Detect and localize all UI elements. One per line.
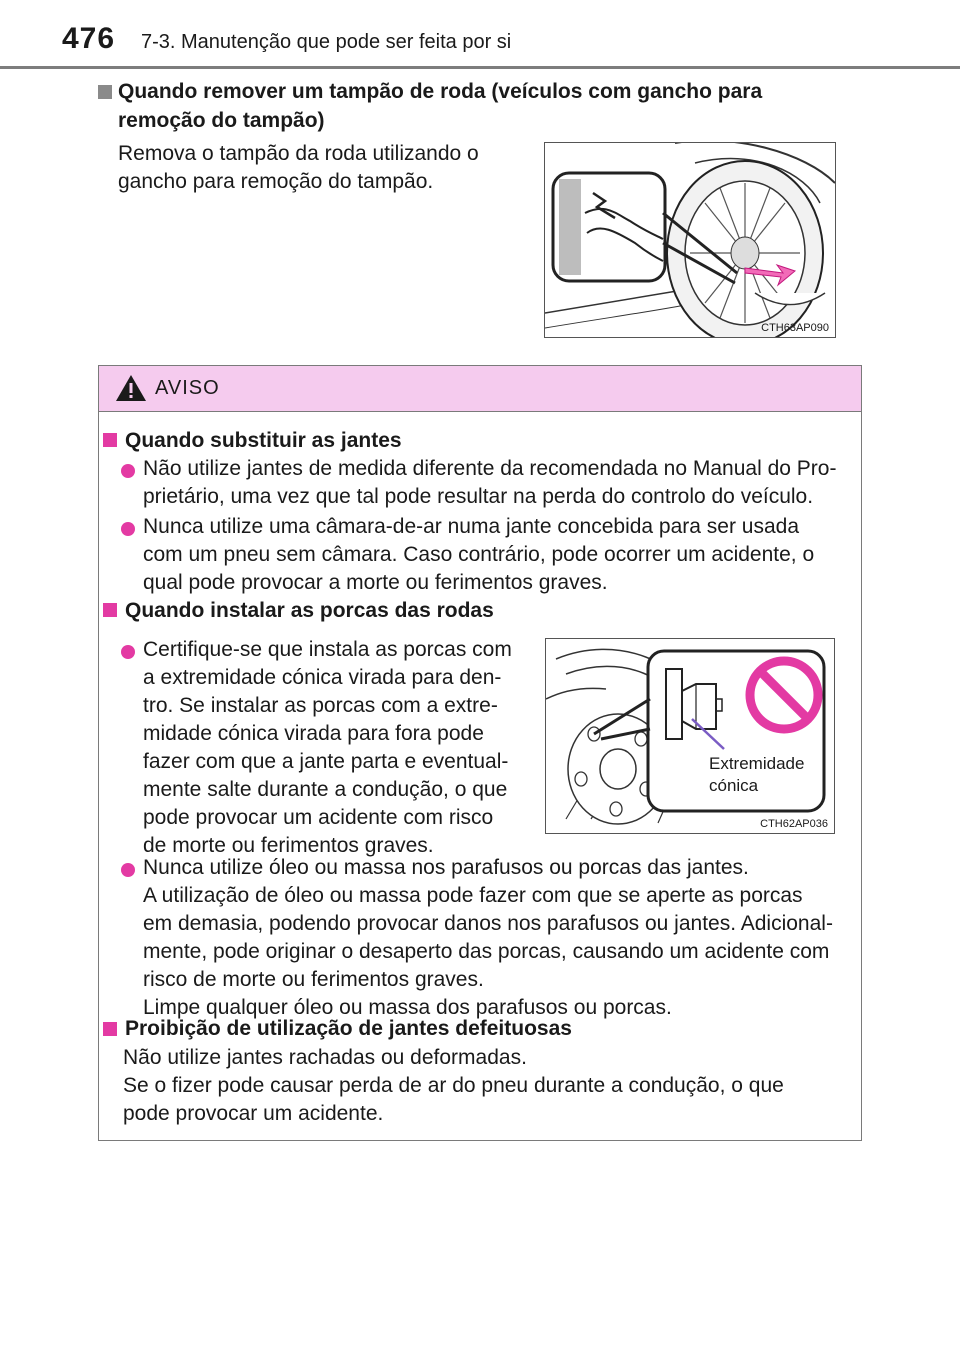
text-line: pode provocar um acidente. — [123, 1102, 384, 1125]
text-line: mente salte durante a condução, o que — [143, 778, 508, 801]
text-line: pode provocar um acidente com risco — [143, 806, 494, 829]
text-line: A utilização de óleo ou massa pode fazer com que se aperte as porcas — [143, 884, 803, 907]
wheel-nut-figure — [545, 638, 835, 834]
cap-section-heading — [118, 77, 860, 106]
wheels-bullet-1 — [143, 455, 855, 511]
defect-heading: Proibição de utilização de jantes defeituosas — [125, 1017, 572, 1040]
wheel-cap-illustration — [545, 143, 835, 337]
label-line: Extremidade — [709, 754, 805, 773]
pink-dot-bullet — [121, 522, 135, 536]
cap-removal-figure — [544, 142, 836, 338]
text-line: Limpe qualquer óleo ou massa dos parafusos ou porcas. — [143, 996, 672, 1019]
pink-square-bullet — [103, 433, 117, 447]
page-number: 476 — [62, 22, 116, 55]
text-line: risco de morte ou ferimentos graves. — [143, 968, 484, 991]
cap-heading-line: Quando remover um tampão de roda (veículos com gancho para — [118, 80, 763, 103]
warning-triangle-icon — [115, 374, 147, 402]
text-line: mente, pode originar o desaperto das porcas, causando um acidente com — [143, 940, 830, 963]
text-line: Se o fizer pode causar perda de ar do pneu durante a condução, o que — [123, 1074, 784, 1097]
wheels-heading: Quando substituir as jantes — [125, 429, 402, 452]
text-line: Nunca utilize uma câmara-de-ar numa jante concebida para ser usada — [143, 515, 800, 538]
text-line: com um pneu sem câmara. Caso contrário, pode ocorrer um acidente, o — [143, 543, 815, 566]
wheels-bullet-2 — [143, 513, 855, 597]
text-line: Certifique-se que instala as porcas com — [143, 638, 512, 661]
text-line: prietário, uma vez que tal pode resultar na perda do controlo do veículo. — [143, 485, 814, 508]
pink-dot-bullet — [121, 645, 135, 659]
pink-dot-bullet — [121, 464, 135, 478]
warning-header — [99, 366, 861, 412]
text-line: Nunca utilize óleo ou massa nos parafusos ou porcas das jantes. — [143, 856, 749, 879]
pink-square-bullet — [103, 1022, 117, 1036]
figure-code: CTH62AP036 — [760, 818, 828, 830]
section-title: 7-3. Manutenção que pode ser feita por si — [141, 31, 512, 53]
wheel-nut-illustration — [546, 639, 834, 833]
text-line: a extremidade cónica virada para den- — [143, 666, 502, 689]
cap-body-line: Remova o tampão da roda utilizando o — [118, 142, 479, 165]
cap-section-body — [118, 140, 518, 196]
cap-heading-line-2: remoção do tampão) — [118, 109, 325, 132]
warning-label: AVISO — [155, 377, 220, 399]
label-line: cónica — [709, 776, 759, 795]
pink-square-bullet — [103, 603, 117, 617]
text-line: Não utilize jantes de medida diferente da recomendada no Manual do Pro- — [143, 457, 837, 480]
warning-box — [98, 365, 862, 1141]
defect-body — [123, 1044, 855, 1128]
figure-code: CTH63AP090 — [761, 322, 829, 334]
nuts-bullet-2 — [143, 854, 855, 1022]
text-line: Não utilize jantes rachadas ou deformadas. — [123, 1046, 527, 1069]
text-line: fazer com que a jante parta e eventual- — [143, 750, 509, 773]
text-line: tro. Se instalar as porcas com a extre- — [143, 694, 498, 717]
text-line: midade cónica virada para fora pode — [143, 722, 484, 745]
conical-end-label — [709, 753, 804, 797]
text-line: qual pode provocar a morte ou ferimentos graves. — [143, 571, 608, 594]
header-divider — [0, 66, 960, 69]
cap-body-line: gancho para remoção do tampão. — [118, 170, 434, 193]
section-bullet-square — [98, 85, 112, 99]
text-line: de morte ou ferimentos graves. — [143, 834, 434, 857]
text-line: em demasia, podendo provocar danos nos parafusos ou jantes. Adicional- — [143, 912, 833, 935]
nuts-bullet-1 — [143, 636, 519, 860]
nuts-heading: Quando instalar as porcas das rodas — [125, 599, 494, 622]
pink-dot-bullet — [121, 863, 135, 877]
